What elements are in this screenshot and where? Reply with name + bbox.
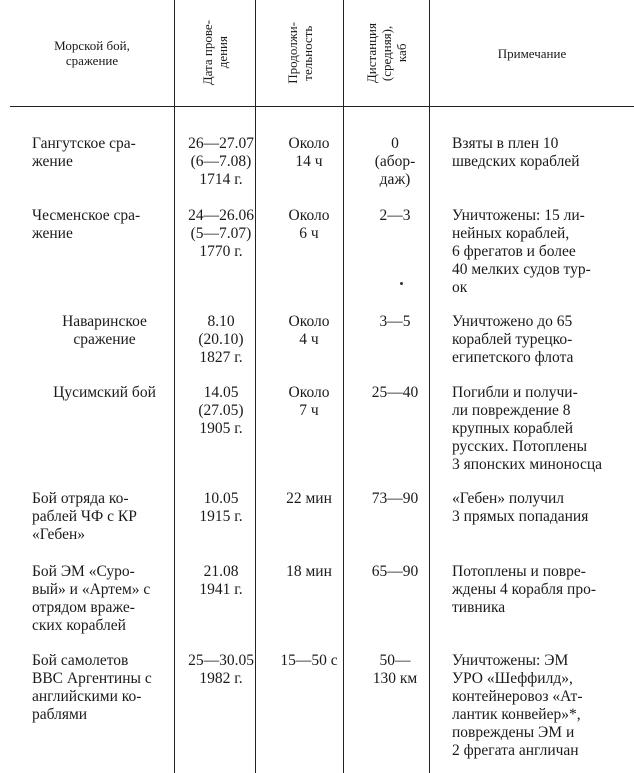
battle-name: Бой отряда ко- раблей ЧФ с КР «Гебен» xyxy=(32,490,137,543)
battle-date: 26—27.07 (6—7.08) 1714 г. xyxy=(188,135,254,188)
battle-distance: 3—5 xyxy=(379,313,411,330)
battle-note: Уничтожено до 65 кораблей турецко- египетского флота xyxy=(452,313,574,366)
battle-duration: Около 4 ч xyxy=(288,313,330,348)
battle-note: Погибли и получи- ли повреждение 8 крупных кораблей русских. Потоплены 3 японских миноносца xyxy=(452,384,603,473)
battle-distance: 50— 130 км xyxy=(372,652,418,687)
header-duration-label: Продолжи- тельность xyxy=(284,22,315,84)
header-battle-label: Морской бой, сражение xyxy=(54,38,130,68)
battle-duration: 15—50 с xyxy=(280,652,338,669)
battles-table xyxy=(10,0,634,773)
battle-distance: 0 (абор- даж) xyxy=(374,135,416,188)
battle-name: Бой ЭМ «Суро- вый» и «Артем» с отрядом враже- ских кораблей xyxy=(32,563,151,634)
header-battle xyxy=(10,0,174,106)
battle-distance: 25—40 xyxy=(371,384,419,401)
battle-duration: Около 6 ч xyxy=(288,207,330,242)
battle-note: Уничтожены: ЭМ УРО «Шеффилд», контейнеровоз «Ат- лантик конвейер»*, повреждены ЭМ и 2 фрегата англичан xyxy=(452,652,583,759)
header-note-label: Примечание xyxy=(497,45,567,61)
battle-date: 21.08 1941 г. xyxy=(199,563,243,598)
battle-date: 24—26.06 (5—7.07) 1770 г. xyxy=(188,207,254,260)
print-speck xyxy=(400,282,403,285)
header-rule xyxy=(10,106,634,107)
battle-duration: Около 7 ч xyxy=(288,384,330,419)
battle-duration: 18 мин xyxy=(286,563,332,580)
battle-date: 10.05 1915 г. xyxy=(199,490,243,525)
header-distance-label: Дистанция (средняя), каб xyxy=(364,22,409,84)
battle-note: «Гебен» получил 3 прямых попадания xyxy=(452,490,589,525)
header-distance xyxy=(344,0,429,106)
battle-distance: 65—90 xyxy=(371,563,419,580)
battle-name: Бой самолетов ВВС Аргентины с английскими ко- раблями xyxy=(32,652,152,723)
header-date-label: Дата прове- дения xyxy=(200,20,230,86)
header-note xyxy=(430,0,634,106)
battle-name: Цусимский бой xyxy=(53,384,156,401)
battle-name: Наваринское сражение xyxy=(62,313,147,348)
battle-note: Потоплены и повре- ждены 4 корабля про- тивника xyxy=(452,563,597,616)
battle-distance: 73—90 xyxy=(371,490,419,507)
header-date xyxy=(175,0,255,106)
header-duration xyxy=(256,0,343,106)
battle-date: 8.10 (20.10) 1827 г. xyxy=(198,313,244,366)
battle-name: Гангутское сра- жение xyxy=(32,135,136,170)
battle-date: 14.05 (27.05) 1905 г. xyxy=(198,384,244,437)
battle-note: Уничтожены: 15 ли- нейных кораблей, 6 фрегатов и более 40 мелких судов тур- ок xyxy=(452,207,591,296)
battle-duration: 22 мин xyxy=(286,490,332,507)
battle-note: Взяты в плен 10 шведских кораблей xyxy=(452,135,580,170)
battle-date: 25—30.05 1982 г. xyxy=(188,652,254,687)
battle-duration: Около 14 ч xyxy=(288,135,330,170)
battle-distance: 2—3 xyxy=(379,207,411,224)
battle-name: Чесменское сра- жение xyxy=(32,207,141,242)
